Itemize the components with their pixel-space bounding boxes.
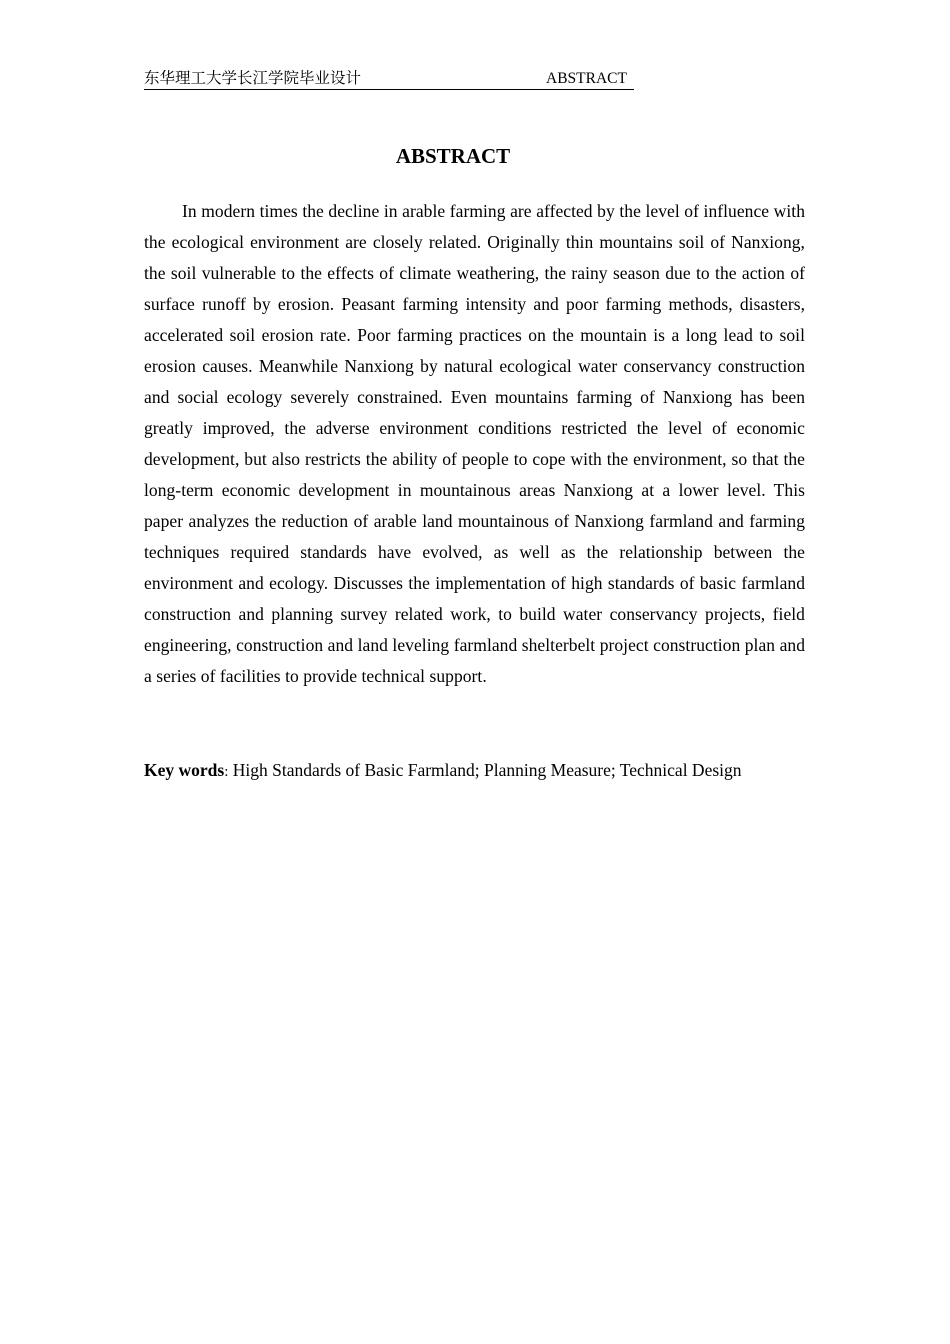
header-institution: 东华理工大学长江学院毕业设计 bbox=[144, 70, 362, 87]
abstract-paragraph: In modern times the decline in arable farming are affected by the level of influence with the ecological environment are closely related. Originally thin mountains soil of Nanxiong, the soil vulnerable to the effects of climate weathering, the rainy season due to the action of surface runoff by erosion. Peasant farming intensity and poor farming methods, disasters, accelerated soil erosion rate. Poor farming practices on the mountain is a long lead to soil erosion causes. Meanwhile Nanxiong by natural ecological water conservancy construction and social ecology severely constrained. Even mountains farming of Nanxiong has been greatly improved, the adverse environment conditions restricted the level of economic development, but also restricts the ability of people to cope with the environment, so that the long-term economic development in mountainous areas Nanxiong at a lower level. This paper analyzes the reduction of arable land mountainous of Nanxiong farmland and farming techniques required standards have evolved, as well as the relationship between the environment and ecology. Discusses the implementation of high standards of basic farmland construction and planning survey related work, to build water conservancy projects, field engineering, construction and land leveling farmland shelterbelt project construction plan and a series of facilities to provide technical support. bbox=[144, 201, 805, 686]
keywords-list: High Standards of Basic Farmland; Planning Measure; Technical Design bbox=[232, 760, 742, 780]
keywords-label: Key words bbox=[144, 760, 225, 780]
header-section-title: ABSTRACT bbox=[546, 70, 627, 87]
page-title: ABSTRACT bbox=[395, 144, 511, 168]
running-header bbox=[144, 69, 634, 90]
keywords-line bbox=[144, 755, 805, 788]
keywords-separator: : bbox=[224, 764, 229, 780]
